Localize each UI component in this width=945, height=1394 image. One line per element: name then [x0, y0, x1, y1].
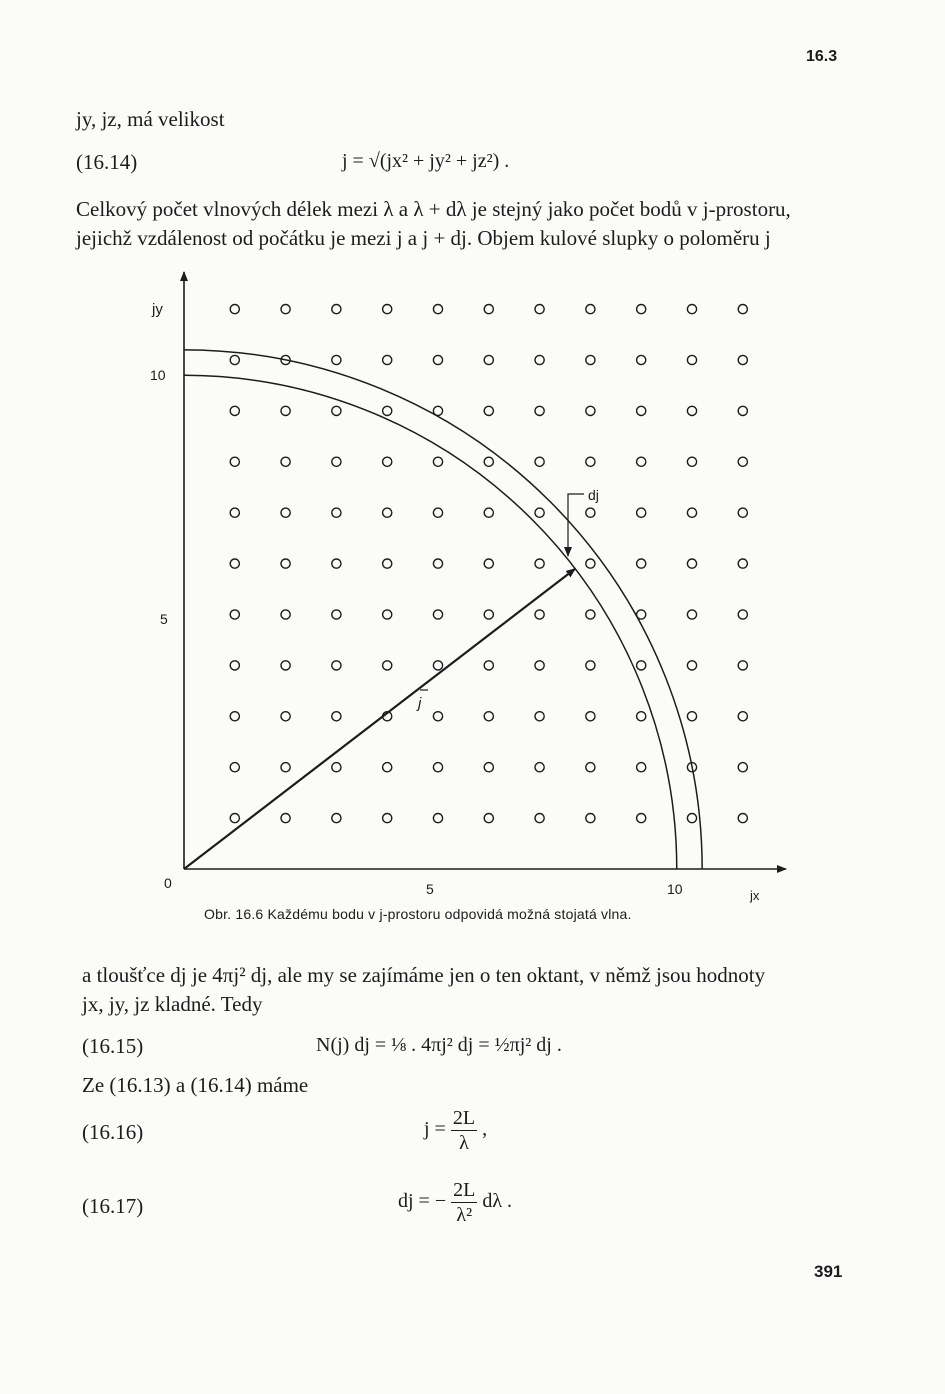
figure-caption: Obr. 16.6 Každému bodu v j-prostoru odpovidá možná stojatá vlna. — [204, 906, 632, 922]
eq-16-16-number: (16.16) — [82, 1120, 144, 1144]
lattice-point — [687, 559, 696, 568]
lattice-point — [535, 712, 544, 721]
text-ze: Ze (16.13) a (16.14) máme — [82, 1073, 309, 1097]
eq-16-16-lhs: j = — [424, 1118, 446, 1141]
eq-16-16-formula — [424, 1106, 487, 1155]
figure-labels — [150, 301, 760, 903]
lattice-point — [535, 508, 544, 517]
eq-16-16-tail: , — [482, 1118, 488, 1141]
lattice-point — [586, 355, 595, 364]
lattice-point — [383, 457, 392, 466]
y-tick-5: 5 — [160, 611, 168, 627]
lattice-point — [586, 610, 595, 619]
lattice-point — [332, 814, 341, 823]
eq-16-14-number: (16.14) — [76, 150, 138, 174]
lattice-point — [637, 355, 646, 364]
paragraph2-line1: a tloušťce dj je 4πj² dj, ale my se zajímáme jen o ten oktant, v němž jsou hodnoty — [82, 963, 766, 987]
lattice-point — [484, 559, 493, 568]
lattice-point — [586, 305, 595, 314]
lattice-point — [230, 661, 239, 670]
eq-16-17-tail: dλ . — [482, 1190, 513, 1213]
lattice-point — [637, 712, 646, 721]
lattice-point — [433, 610, 442, 619]
lattice-point — [281, 508, 290, 517]
lattice-point — [586, 406, 595, 415]
lattice-point — [433, 457, 442, 466]
outer-shell-arc — [184, 350, 702, 869]
lattice-point — [738, 457, 747, 466]
j-vector — [184, 494, 584, 869]
eq-16-17-numerator: 2L — [453, 1179, 476, 1201]
lattice-point — [484, 763, 493, 772]
lattice-point — [535, 457, 544, 466]
lattice-point — [332, 355, 341, 364]
lattice-point — [230, 355, 239, 364]
lattice-point — [433, 712, 442, 721]
lattice-point — [637, 457, 646, 466]
lattice-point — [484, 305, 493, 314]
x-tick-10: 10 — [667, 881, 683, 897]
lattice-point — [433, 305, 442, 314]
eq-16-14-formula: j = √(jx² + jy² + jz²) . — [342, 150, 510, 172]
lattice-point — [535, 763, 544, 772]
eq-16-17-formula — [398, 1178, 512, 1227]
page-number: 391 — [814, 1262, 843, 1281]
lattice-point — [484, 814, 493, 823]
eq-16-15-formula: N(j) dj = ⅛ . 4πj² dj = ½πj² dj . — [316, 1034, 562, 1056]
lattice-point — [535, 355, 544, 364]
lattice-point — [738, 712, 747, 721]
lattice-point — [687, 355, 696, 364]
lattice-point — [383, 814, 392, 823]
lattice-point — [687, 305, 696, 314]
lattice-point — [637, 661, 646, 670]
shell-thickness-label: dj — [588, 487, 599, 503]
lattice-point — [637, 763, 646, 772]
lattice-point — [281, 457, 290, 466]
lattice-point — [433, 559, 442, 568]
lattice-point — [281, 305, 290, 314]
lattice-point — [637, 559, 646, 568]
lattice-point — [738, 559, 747, 568]
paragraph2-line2: jx, jy, jz kladné. Tedy — [82, 992, 263, 1016]
eq-16-15-number: (16.15) — [82, 1034, 144, 1058]
lattice-point — [484, 406, 493, 415]
lattice-point — [586, 763, 595, 772]
eq-16-16-fraction — [451, 1106, 477, 1155]
eq-16-17-lhs: dj = − — [398, 1190, 447, 1213]
lattice-point — [332, 610, 341, 619]
y-tick-0: 0 — [164, 875, 172, 891]
lattice-point — [230, 559, 239, 568]
lattice-point — [637, 406, 646, 415]
paragraph1-line1: Celkový počet vlnových délek mezi λ a λ + dλ je stejný jako počet bodů v j-prostoru, — [76, 197, 791, 221]
lattice-point — [484, 355, 493, 364]
lattice-point — [230, 457, 239, 466]
lattice-point — [738, 661, 747, 670]
vector-label: j — [418, 695, 422, 712]
lattice-point — [332, 508, 341, 517]
lattice-point — [687, 610, 696, 619]
lattice-point — [738, 814, 747, 823]
j-vector-line — [184, 569, 575, 869]
lattice-point — [535, 406, 544, 415]
lattice-point — [433, 355, 442, 364]
lattice-point — [383, 355, 392, 364]
eq-16-16-denominator: λ — [459, 1132, 469, 1154]
lattice-point — [687, 661, 696, 670]
spherical-shell — [184, 350, 702, 869]
lattice-point — [383, 610, 392, 619]
lattice-point — [535, 814, 544, 823]
lattice-point — [586, 457, 595, 466]
lattice-point — [484, 712, 493, 721]
lattice-point — [332, 305, 341, 314]
lattice-point — [484, 610, 493, 619]
lattice-point — [484, 457, 493, 466]
y-tick-10: 10 — [150, 367, 166, 383]
lattice-point — [332, 457, 341, 466]
lattice-point — [738, 610, 747, 619]
eq-16-17-fraction — [451, 1178, 477, 1227]
lattice-point — [433, 814, 442, 823]
lattice-point — [433, 508, 442, 517]
lattice-point — [383, 305, 392, 314]
lattice-point — [230, 406, 239, 415]
lattice-point — [738, 305, 747, 314]
lattice-point — [738, 763, 747, 772]
lattice-point — [230, 763, 239, 772]
eq-16-16-numerator: 2L — [452, 1107, 476, 1129]
lattice-point — [383, 763, 392, 772]
lattice-point — [687, 712, 696, 721]
lattice-point — [281, 763, 290, 772]
lattice-point — [281, 814, 290, 823]
lattice-point — [738, 406, 747, 415]
eq-16-17-denominator: λ² — [456, 1204, 473, 1226]
y-axis-label: jy — [152, 301, 163, 318]
lattice-point — [535, 661, 544, 670]
lattice-point — [383, 661, 392, 670]
lattice-point — [687, 406, 696, 415]
lattice-point — [535, 305, 544, 314]
paragraph1-line2: jejichž vzdálenost od počátku je mezi j a j + dj. Objem kulové slupky o poloměru j — [76, 226, 771, 250]
lattice-points — [230, 305, 747, 823]
lattice-point — [281, 406, 290, 415]
lattice-point — [281, 712, 290, 721]
inner-shell-arc — [184, 375, 677, 869]
lattice-point — [383, 559, 392, 568]
lattice-point — [281, 559, 290, 568]
lattice-point — [586, 712, 595, 721]
lattice-point — [586, 661, 595, 670]
lattice-point — [738, 508, 747, 517]
lattice-point — [586, 814, 595, 823]
lattice-point — [332, 559, 341, 568]
lattice-point — [433, 763, 442, 772]
lattice-point — [383, 508, 392, 517]
lattice-point — [484, 661, 493, 670]
lattice-point — [332, 661, 341, 670]
intro-line: jy, jz, má velikost — [76, 107, 225, 131]
running-head: 16.3 — [806, 48, 838, 65]
lattice-point — [281, 661, 290, 670]
lattice-point — [535, 610, 544, 619]
lattice-point — [687, 508, 696, 517]
lattice-point — [687, 814, 696, 823]
lattice-point — [281, 610, 290, 619]
lattice-point — [637, 814, 646, 823]
lattice-point — [687, 457, 696, 466]
lattice-point — [230, 610, 239, 619]
lattice-point — [586, 508, 595, 517]
lattice-point — [433, 661, 442, 670]
x-tick-5: 5 — [426, 881, 434, 897]
lattice-point — [484, 508, 493, 517]
x-axis-label: jx — [750, 888, 760, 903]
lattice-point — [383, 406, 392, 415]
lattice-point — [332, 763, 341, 772]
lattice-point — [230, 712, 239, 721]
lattice-point — [637, 305, 646, 314]
shell-thickness-leader — [568, 494, 584, 556]
lattice-point — [738, 355, 747, 364]
eq-16-17-number: (16.17) — [82, 1194, 144, 1218]
lattice-point — [637, 508, 646, 517]
lattice-point — [230, 508, 239, 517]
lattice-point — [535, 559, 544, 568]
lattice-point — [230, 305, 239, 314]
lattice-point — [332, 406, 341, 415]
lattice-point — [332, 712, 341, 721]
lattice-point — [230, 814, 239, 823]
lattice-point — [586, 559, 595, 568]
